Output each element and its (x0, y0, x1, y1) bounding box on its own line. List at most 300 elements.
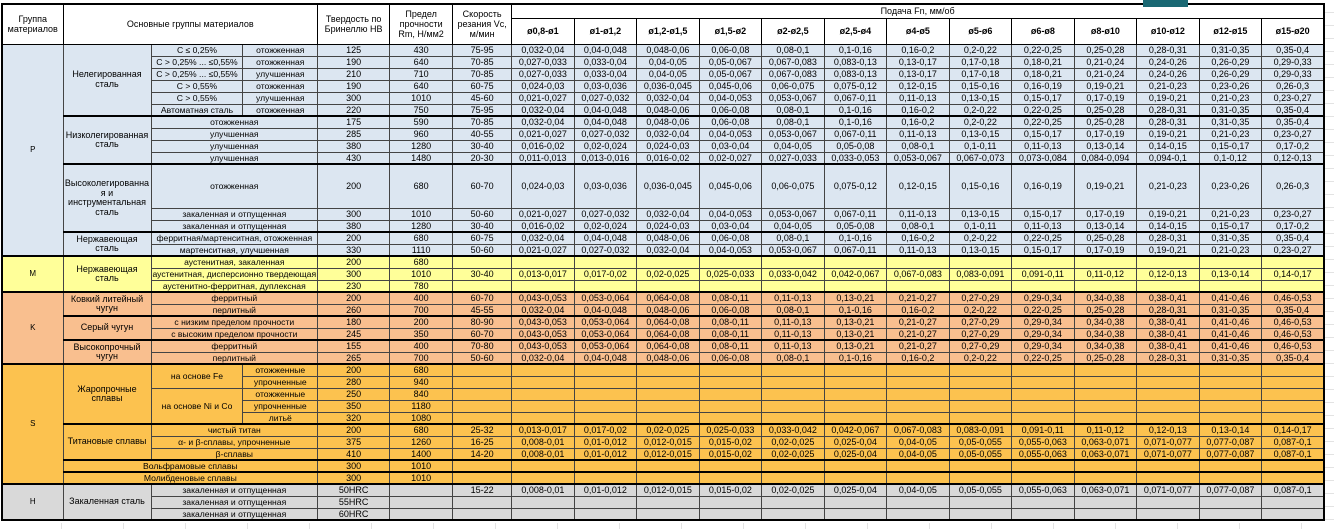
value-cell[interactable] (637, 460, 700, 472)
value-cell[interactable]: 50-60 (453, 208, 512, 220)
value-cell[interactable]: 60HRC (318, 508, 390, 520)
value-cell[interactable]: 0,41-0,46 (1199, 292, 1262, 304)
value-cell[interactable]: 0,024-0,03 (637, 140, 700, 152)
value-cell[interactable] (949, 400, 1012, 412)
value-cell[interactable] (762, 388, 825, 400)
value-cell[interactable]: 0,11-0,13 (887, 128, 950, 140)
value-cell[interactable]: 0,27-0,29 (949, 292, 1012, 304)
value-cell[interactable]: 260 (318, 304, 390, 316)
value-cell[interactable] (949, 460, 1012, 472)
value-cell[interactable]: 0,22-0,25 (1012, 116, 1075, 128)
value-cell[interactable]: 0,06-0,075 (762, 80, 825, 92)
value-cell[interactable]: 0,21-0,24 (1074, 68, 1137, 80)
value-cell[interactable]: 0,13-0,15 (949, 244, 1012, 256)
value-cell[interactable]: 0,027-0,032 (574, 244, 637, 256)
value-cell[interactable] (574, 388, 637, 400)
value-cell[interactable]: 0,21-0,27 (887, 340, 950, 352)
value-cell[interactable]: 0,13-0,21 (824, 316, 887, 328)
value-cell[interactable] (574, 376, 637, 388)
value-cell[interactable]: 0,25-0,28 (1074, 304, 1137, 316)
value-cell[interactable] (762, 496, 825, 508)
value-cell[interactable] (1262, 256, 1325, 268)
value-cell[interactable]: 16-25 (453, 436, 512, 448)
value-cell[interactable]: 25-32 (453, 424, 512, 436)
value-cell[interactable]: 700 (390, 352, 453, 364)
value-cell[interactable]: 430 (318, 152, 390, 164)
value-cell[interactable]: 0,05-0,055 (949, 484, 1012, 496)
value-cell[interactable]: 80-90 (453, 316, 512, 328)
value-cell[interactable] (824, 256, 887, 268)
value-cell[interactable]: 0,04-0,048 (574, 304, 637, 316)
value-cell[interactable]: 0,015-0,02 (699, 448, 762, 460)
value-cell[interactable] (887, 400, 950, 412)
value-cell[interactable]: 0,016-0,02 (512, 140, 575, 152)
value-cell[interactable] (637, 496, 700, 508)
value-cell[interactable]: 0,11-0,13 (762, 316, 825, 328)
value-cell[interactable]: 0,17-0,2 (1262, 220, 1325, 232)
value-cell[interactable]: 0,01-0,012 (574, 436, 637, 448)
group-letter-cell[interactable]: M (2, 256, 63, 292)
value-cell[interactable]: 0,05-0,055 (949, 436, 1012, 448)
material-subtype-cell[interactable]: на основе Fe (151, 364, 243, 388)
value-cell[interactable]: 0,1-0,16 (824, 44, 887, 56)
value-cell[interactable] (699, 388, 762, 400)
value-cell[interactable] (699, 460, 762, 472)
value-cell[interactable] (887, 388, 950, 400)
value-cell[interactable] (824, 496, 887, 508)
value-cell[interactable]: 0,19-0,21 (1137, 244, 1200, 256)
value-cell[interactable]: 0,17-0,19 (1074, 244, 1137, 256)
material-family-cell[interactable]: Жаропрочные сплавы (63, 364, 151, 424)
value-cell[interactable] (512, 460, 575, 472)
value-cell[interactable] (453, 412, 512, 424)
value-cell[interactable]: 285 (318, 128, 390, 140)
value-cell[interactable]: 0,02-0,025 (637, 424, 700, 436)
value-cell[interactable]: 320 (318, 412, 390, 424)
value-cell[interactable]: 0,15-0,17 (1199, 220, 1262, 232)
value-cell[interactable]: 0,025-0,04 (824, 448, 887, 460)
value-cell[interactable]: 0,053-0,067 (887, 152, 950, 164)
value-cell[interactable]: 0,032-0,04 (512, 116, 575, 128)
value-cell[interactable]: 0,048-0,06 (637, 352, 700, 364)
value-cell[interactable]: 0,04-0,05 (887, 484, 950, 496)
value-cell[interactable]: 15-22 (453, 484, 512, 496)
value-cell[interactable] (1074, 376, 1137, 388)
value-cell[interactable]: 0,28-0,31 (1137, 104, 1200, 116)
value-cell[interactable]: 0,21-0,23 (1199, 92, 1262, 104)
value-cell[interactable]: 0,04-0,05 (637, 68, 700, 80)
value-cell[interactable] (1012, 364, 1075, 376)
material-subtype-cell[interactable]: закаленная и отпущенная (151, 208, 318, 220)
value-cell[interactable]: 0,063-0,071 (1074, 448, 1137, 460)
value-cell[interactable]: 0,15-0,16 (949, 164, 1012, 208)
value-cell[interactable]: 200 (390, 316, 453, 328)
value-cell[interactable]: 0,048-0,06 (637, 232, 700, 244)
value-cell[interactable] (699, 508, 762, 520)
value-cell[interactable]: 0,2-0,22 (949, 104, 1012, 116)
value-cell[interactable]: 0,11-0,13 (762, 328, 825, 340)
value-cell[interactable]: 0,26-0,3 (1262, 164, 1325, 208)
value-cell[interactable] (1012, 508, 1075, 520)
material-subtype-cell[interactable]: улучшенная (243, 68, 318, 80)
value-cell[interactable]: 0,11-0,13 (762, 340, 825, 352)
value-cell[interactable]: 0,024-0,03 (512, 164, 575, 208)
value-cell[interactable] (1074, 472, 1137, 484)
material-subtype-cell[interactable]: перлитный (151, 304, 318, 316)
value-cell[interactable]: 0,13-0,14 (1199, 268, 1262, 280)
value-cell[interactable]: 1010 (390, 460, 453, 472)
material-subtype-cell[interactable]: ферритная/мартенситная, отожженная (151, 232, 318, 244)
value-cell[interactable] (949, 364, 1012, 376)
value-cell[interactable]: 0,15-0,17 (1012, 128, 1075, 140)
value-cell[interactable]: 0,043-0,053 (512, 340, 575, 352)
value-cell[interactable]: 0,16-0,2 (887, 44, 950, 56)
value-cell[interactable]: 230 (318, 280, 390, 292)
material-subtype-cell[interactable]: Вольфрамовые сплавы (63, 460, 318, 472)
value-cell[interactable]: 0,21-0,27 (887, 292, 950, 304)
value-cell[interactable] (1262, 472, 1325, 484)
value-cell[interactable] (824, 412, 887, 424)
value-cell[interactable]: 0,25-0,28 (1074, 44, 1137, 56)
material-family-cell[interactable]: Титановые сплавы (63, 424, 151, 460)
value-cell[interactable] (1199, 472, 1262, 484)
value-cell[interactable]: 0,02-0,024 (574, 140, 637, 152)
material-subtype-cell[interactable]: перлитный (151, 352, 318, 364)
value-cell[interactable] (887, 412, 950, 424)
material-subtype-cell[interactable]: улучшенная (243, 92, 318, 104)
value-cell[interactable]: 0,23-0,27 (1262, 92, 1325, 104)
material-subtype-cell[interactable]: отожженные (243, 388, 318, 400)
value-cell[interactable]: 0,02-0,024 (574, 220, 637, 232)
value-cell[interactable]: 0,19-0,21 (1074, 164, 1137, 208)
value-cell[interactable] (1262, 412, 1325, 424)
value-cell[interactable]: 50HRC (318, 484, 390, 496)
value-cell[interactable]: 0,021-0,027 (512, 208, 575, 220)
value-cell[interactable]: 0,16-0,2 (887, 232, 950, 244)
value-cell[interactable]: 0,04-0,053 (699, 128, 762, 140)
material-subtype-cell[interactable]: C ≤ 0,25% (151, 44, 243, 56)
value-cell[interactable]: 70-85 (453, 56, 512, 68)
value-cell[interactable]: 0,16-0,2 (887, 304, 950, 316)
value-cell[interactable] (887, 256, 950, 268)
value-cell[interactable]: 45-55 (453, 304, 512, 316)
value-cell[interactable]: 250 (318, 388, 390, 400)
value-cell[interactable]: 0,34-0,38 (1074, 340, 1137, 352)
value-cell[interactable]: 220 (318, 104, 390, 116)
value-cell[interactable]: 0,083-0,091 (949, 268, 1012, 280)
value-cell[interactable] (1012, 256, 1075, 268)
value-cell[interactable]: 0,008-0,01 (512, 484, 575, 496)
value-cell[interactable] (574, 412, 637, 424)
value-cell[interactable]: 0,46-0,53 (1262, 328, 1325, 340)
value-cell[interactable] (949, 388, 1012, 400)
value-cell[interactable]: 0,18-0,21 (1012, 68, 1075, 80)
value-cell[interactable]: 0,091-0,11 (1012, 268, 1075, 280)
value-cell[interactable] (574, 256, 637, 268)
value-cell[interactable]: 0,077-0,087 (1199, 448, 1262, 460)
value-cell[interactable]: 0,067-0,083 (762, 56, 825, 68)
value-cell[interactable]: 0,01-0,012 (574, 484, 637, 496)
value-cell[interactable]: 0,011-0,013 (512, 152, 575, 164)
value-cell[interactable] (453, 376, 512, 388)
value-cell[interactable] (453, 460, 512, 472)
material-subtype-cell[interactable]: улучшенная (151, 128, 318, 140)
value-cell[interactable]: 0,25-0,28 (1074, 104, 1137, 116)
material-family-cell[interactable]: Высокопрочный чугун (63, 340, 151, 364)
value-cell[interactable] (824, 376, 887, 388)
value-cell[interactable]: 155 (318, 340, 390, 352)
value-cell[interactable]: 0,46-0,53 (1262, 316, 1325, 328)
value-cell[interactable] (949, 280, 1012, 292)
value-cell[interactable]: 0,08-0,1 (762, 104, 825, 116)
value-cell[interactable]: 200 (318, 232, 390, 244)
value-cell[interactable]: 0,033-0,04 (574, 56, 637, 68)
value-cell[interactable]: 0,08-0,11 (699, 316, 762, 328)
value-cell[interactable]: 50-60 (453, 352, 512, 364)
value-cell[interactable]: 680 (390, 164, 453, 208)
value-cell[interactable]: 55HRC (318, 496, 390, 508)
value-cell[interactable]: 0,1-0,16 (824, 304, 887, 316)
value-cell[interactable]: 0,04-0,048 (574, 104, 637, 116)
material-subtype-cell[interactable]: литьё (243, 412, 318, 424)
value-cell[interactable]: 0,03-0,036 (574, 164, 637, 208)
value-cell[interactable]: 200 (318, 256, 390, 268)
value-cell[interactable] (1137, 472, 1200, 484)
value-cell[interactable]: 0,46-0,53 (1262, 340, 1325, 352)
value-cell[interactable]: 75-95 (453, 44, 512, 56)
header-diameter-range[interactable]: ø4-ø5 (887, 18, 950, 44)
value-cell[interactable]: 0,036-0,045 (637, 164, 700, 208)
value-cell[interactable]: 1480 (390, 152, 453, 164)
value-cell[interactable]: 0,34-0,38 (1074, 292, 1137, 304)
value-cell[interactable]: 0,12-0,13 (1137, 268, 1200, 280)
value-cell[interactable]: 0,053-0,064 (574, 340, 637, 352)
value-cell[interactable]: 70-85 (453, 116, 512, 128)
value-cell[interactable] (887, 280, 950, 292)
header-cutting-speed[interactable]: Скорость резания Vc, м/мин (453, 4, 512, 44)
value-cell[interactable]: 380 (318, 140, 390, 152)
value-cell[interactable]: 60-70 (453, 292, 512, 304)
value-cell[interactable]: 0,024-0,03 (512, 80, 575, 92)
group-letter-cell[interactable]: H (2, 484, 63, 520)
value-cell[interactable]: 40-55 (453, 128, 512, 140)
header-diameter-range[interactable]: ø15-ø20 (1262, 18, 1325, 44)
value-cell[interactable]: 0,02-0,025 (762, 436, 825, 448)
value-cell[interactable]: 0,2-0,22 (949, 44, 1012, 56)
value-cell[interactable]: 0,012-0,015 (637, 436, 700, 448)
material-subtype-cell[interactable]: отожженная (151, 116, 318, 128)
value-cell[interactable]: 20-30 (453, 152, 512, 164)
material-family-cell[interactable]: Ковкий литейный чугун (63, 292, 151, 316)
value-cell[interactable]: 0,04-0,05 (637, 56, 700, 68)
value-cell[interactable]: 380 (318, 220, 390, 232)
value-cell[interactable] (762, 280, 825, 292)
value-cell[interactable]: 0,13-0,14 (1074, 140, 1137, 152)
value-cell[interactable]: 0,26-0,29 (1199, 68, 1262, 80)
value-cell[interactable]: 0,46-0,53 (1262, 292, 1325, 304)
value-cell[interactable]: 0,063-0,071 (1074, 436, 1137, 448)
value-cell[interactable]: 0,032-0,04 (637, 208, 700, 220)
value-cell[interactable] (762, 508, 825, 520)
value-cell[interactable]: 0,048-0,06 (637, 44, 700, 56)
value-cell[interactable]: 0,091-0,11 (1012, 424, 1075, 436)
value-cell[interactable]: 1260 (390, 436, 453, 448)
value-cell[interactable] (1012, 280, 1075, 292)
material-family-cell[interactable]: Нержавеющая сталь (63, 256, 151, 292)
header-diameter-range[interactable]: ø0,8-ø1 (512, 18, 575, 44)
value-cell[interactable]: 0,19-0,21 (1137, 128, 1200, 140)
value-cell[interactable]: 50-60 (453, 244, 512, 256)
value-cell[interactable]: 0,067-0,083 (887, 268, 950, 280)
value-cell[interactable]: 0,032-0,04 (637, 128, 700, 140)
value-cell[interactable]: 0,08-0,11 (699, 340, 762, 352)
value-cell[interactable] (512, 412, 575, 424)
value-cell[interactable]: 0,13-0,15 (949, 128, 1012, 140)
value-cell[interactable]: 0,02-0,027 (699, 152, 762, 164)
value-cell[interactable]: 300 (318, 208, 390, 220)
value-cell[interactable] (824, 400, 887, 412)
value-cell[interactable]: 0,016-0,02 (512, 220, 575, 232)
value-cell[interactable]: 375 (318, 436, 390, 448)
value-cell[interactable]: 45-60 (453, 92, 512, 104)
value-cell[interactable]: 0,17-0,19 (1074, 92, 1137, 104)
value-cell[interactable] (1074, 496, 1137, 508)
value-cell[interactable]: 0,033-0,04 (574, 68, 637, 80)
value-cell[interactable]: 0,17-0,19 (1074, 208, 1137, 220)
value-cell[interactable]: 0,032-0,04 (637, 92, 700, 104)
value-cell[interactable]: 0,024-0,03 (637, 220, 700, 232)
value-cell[interactable] (949, 376, 1012, 388)
value-cell[interactable]: 0,13-0,15 (949, 208, 1012, 220)
value-cell[interactable] (637, 508, 700, 520)
value-cell[interactable]: 0,19-0,21 (1074, 80, 1137, 92)
value-cell[interactable]: 0,1-0,12 (1199, 152, 1262, 164)
value-cell[interactable] (762, 364, 825, 376)
value-cell[interactable]: 0,05-0,08 (824, 140, 887, 152)
material-subtype-cell[interactable]: ферритный (151, 340, 318, 352)
value-cell[interactable]: 0,02-0,025 (637, 268, 700, 280)
value-cell[interactable]: 0,22-0,25 (1012, 304, 1075, 316)
value-cell[interactable]: 0,042-0,067 (824, 424, 887, 436)
header-diameter-range[interactable]: ø1,2-ø1,5 (637, 18, 700, 44)
value-cell[interactable]: 0,15-0,17 (1012, 244, 1075, 256)
value-cell[interactable]: 0,21-0,27 (887, 328, 950, 340)
value-cell[interactable]: 0,2-0,22 (949, 116, 1012, 128)
value-cell[interactable]: 0,14-0,17 (1262, 424, 1325, 436)
value-cell[interactable]: 0,083-0,091 (949, 424, 1012, 436)
value-cell[interactable]: 300 (318, 460, 390, 472)
value-cell[interactable]: 0,31-0,35 (1199, 304, 1262, 316)
value-cell[interactable]: 710 (390, 68, 453, 80)
value-cell[interactable]: 0,016-0,02 (637, 152, 700, 164)
value-cell[interactable]: 0,25-0,28 (1074, 352, 1137, 364)
value-cell[interactable]: 0,35-0,4 (1262, 116, 1325, 128)
value-cell[interactable]: 245 (318, 328, 390, 340)
value-cell[interactable]: 940 (390, 376, 453, 388)
value-cell[interactable]: 30-40 (453, 268, 512, 280)
value-cell[interactable]: 0,1-0,16 (824, 232, 887, 244)
value-cell[interactable] (949, 256, 1012, 268)
value-cell[interactable]: 0,04-0,048 (574, 116, 637, 128)
value-cell[interactable] (1199, 508, 1262, 520)
header-material-group[interactable]: Группа материалов (2, 4, 63, 44)
value-cell[interactable]: 0,06-0,075 (762, 164, 825, 208)
value-cell[interactable]: 0,35-0,4 (1262, 304, 1325, 316)
material-subtype-cell[interactable]: на основе Ni и Co (151, 388, 243, 424)
value-cell[interactable] (1262, 400, 1325, 412)
value-cell[interactable]: 0,06-0,08 (699, 104, 762, 116)
value-cell[interactable]: 125 (318, 44, 390, 56)
value-cell[interactable]: 0,23-0,27 (1262, 208, 1325, 220)
value-cell[interactable]: 0,06-0,08 (699, 44, 762, 56)
value-cell[interactable]: 0,05-0,067 (699, 56, 762, 68)
value-cell[interactable]: 0,071-0,077 (1137, 484, 1200, 496)
value-cell[interactable] (1012, 460, 1075, 472)
material-subtype-cell[interactable]: аустенитная, дисперсионно твердеющая (152, 269, 317, 279)
value-cell[interactable]: 0,41-0,46 (1199, 328, 1262, 340)
value-cell[interactable]: 0,027-0,032 (574, 92, 637, 104)
material-subtype-cell[interactable]: отожженная (243, 44, 318, 56)
value-cell[interactable]: 0,033-0,042 (762, 268, 825, 280)
value-cell[interactable]: 0,032-0,04 (512, 44, 575, 56)
value-cell[interactable]: 0,025-0,033 (699, 268, 762, 280)
material-family-cell[interactable]: Высоколегированная и инструментальная сталь (63, 164, 151, 232)
value-cell[interactable]: 0,073-0,084 (1012, 152, 1075, 164)
value-cell[interactable]: 0,17-0,19 (1074, 128, 1137, 140)
value-cell[interactable]: 0,055-0,063 (1012, 448, 1075, 460)
value-cell[interactable] (1012, 388, 1075, 400)
value-cell[interactable]: 0,22-0,25 (1012, 232, 1075, 244)
value-cell[interactable]: 0,08-0,1 (762, 232, 825, 244)
value-cell[interactable] (512, 508, 575, 520)
value-cell[interactable]: 0,08-0,11 (699, 328, 762, 340)
value-cell[interactable]: 0,21-0,24 (1074, 56, 1137, 68)
value-cell[interactable]: 0,21-0,23 (1199, 208, 1262, 220)
value-cell[interactable] (1137, 496, 1200, 508)
value-cell[interactable]: 0,29-0,34 (1012, 328, 1075, 340)
value-cell[interactable]: 0,1-0,16 (824, 116, 887, 128)
value-cell[interactable]: 210 (318, 68, 390, 80)
value-cell[interactable]: 0,2-0,22 (949, 304, 1012, 316)
value-cell[interactable] (699, 472, 762, 484)
value-cell[interactable]: 780 (390, 280, 453, 292)
value-cell[interactable] (453, 508, 512, 520)
material-family-cell[interactable]: Низколегированная сталь (63, 116, 151, 164)
value-cell[interactable]: 0,084-0,094 (1074, 152, 1137, 164)
material-subtype-cell[interactable]: улучшенная (151, 140, 318, 152)
value-cell[interactable]: 0,11-0,13 (887, 208, 950, 220)
value-cell[interactable]: 0,17-0,2 (1262, 140, 1325, 152)
value-cell[interactable]: 0,071-0,077 (1137, 448, 1200, 460)
value-cell[interactable]: 0,11-0,13 (1012, 220, 1075, 232)
value-cell[interactable]: 0,21-0,27 (887, 316, 950, 328)
value-cell[interactable]: 0,067-0,11 (824, 92, 887, 104)
value-cell[interactable]: 0,04-0,05 (762, 140, 825, 152)
value-cell[interactable]: 0,11-0,12 (1074, 268, 1137, 280)
header-diameter-range[interactable]: ø2,5-ø4 (824, 18, 887, 44)
value-cell[interactable]: 0,08-0,1 (762, 352, 825, 364)
value-cell[interactable] (512, 280, 575, 292)
value-cell[interactable]: 0,41-0,46 (1199, 340, 1262, 352)
value-cell[interactable] (637, 364, 700, 376)
value-cell[interactable]: 0,1-0,11 (949, 220, 1012, 232)
value-cell[interactable]: 0,053-0,064 (574, 328, 637, 340)
value-cell[interactable]: 0,12-0,13 (1262, 152, 1325, 164)
value-cell[interactable]: 0,025-0,04 (824, 484, 887, 496)
value-cell[interactable] (887, 460, 950, 472)
value-cell[interactable]: 0,2-0,22 (949, 232, 1012, 244)
value-cell[interactable]: 0,13-0,15 (949, 92, 1012, 104)
